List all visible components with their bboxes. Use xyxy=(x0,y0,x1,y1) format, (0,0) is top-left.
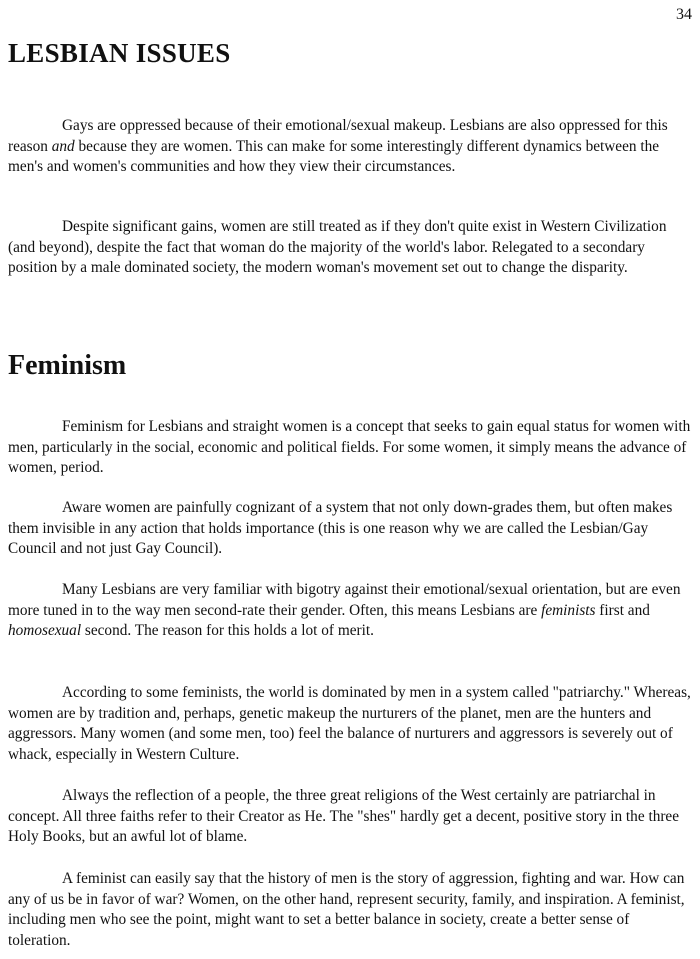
paragraph xyxy=(8,580,692,642)
paragraph xyxy=(8,683,692,765)
paragraph-text: Always the reflection of a people, the three great religions of the West certainly are patriarchal in concept. All three faiths refer to their Creator as He. The "shes" hardly get a decent, positive story in the three Holy Books, but an awful lot of blame. xyxy=(8,787,680,846)
paragraph xyxy=(8,116,692,178)
section-title-feminism: Feminism xyxy=(8,350,127,381)
paragraph-text: Despite significant gains, women are still treated as if they don't quite exist in Western Civilization (and beyond), despite the fact that woman do the majority of the world's labor. Relegated to a secondary position by a male dominated society, the modern woman's movement set out to change the disparity. xyxy=(8,218,667,277)
paragraph xyxy=(8,869,692,951)
paragraph-text-italic: homosexual xyxy=(8,622,82,640)
paragraph-text: Many Lesbians are very familiar with bigotry against their emotional/sexual orientation, but are even more tuned in to the way men second-rate their gender. Often, this means Lesbians are xyxy=(8,581,681,619)
paragraph-text: Gays are oppressed because of their emotional/sexual makeup. Lesbians are also oppressed for this reason xyxy=(8,117,668,155)
paragraph-text: According to some feminists, the world is dominated by men in a system called "patriarchy." Whereas, women are by tradition and, perhaps, genetic makeup the nurturers of the planet, men are the hunters and aggressors. Many women (and some men, too) feel the balance of nurturers and aggressors is severely out of whack, especially in Western Culture. xyxy=(8,684,691,763)
paragraph-text: second. The reason for this holds a lot of merit. xyxy=(81,622,374,640)
paragraph xyxy=(8,417,692,479)
paragraph-text-italic: feminists xyxy=(541,601,596,619)
section-title-lesbian-issues: LESBIAN ISSUES xyxy=(8,38,231,68)
paragraph-text: A feminist can easily say that the history of men is the story of aggression, fighting and war. How can any of us be in favor of war? Women, on the other hand, represent security, family, and inspiration. A feminist, including men who see the point, might want to set a better balance in society, create a better sense of toleration. xyxy=(8,870,685,949)
paragraph xyxy=(8,498,692,560)
paragraph-text: Feminism for Lesbians and straight women is a concept that seeks to gain equal status for women with men, particularly in the social, economic and political fields. For some women, it simply means the advance of women, period. xyxy=(8,418,691,477)
page-number: 34 xyxy=(676,6,692,23)
paragraph xyxy=(8,786,692,848)
paragraph-text-italic: and xyxy=(51,137,75,155)
paragraph-text: first and xyxy=(595,601,650,619)
paragraph xyxy=(8,217,692,279)
paragraph-text: Aware women are painfully cognizant of a system that not only down-grades them, but often makes them invisible in any action that holds importance (this is one reason why we are called the Lesbian/Gay Council and not just Gay Council). xyxy=(8,499,673,558)
paragraph-text: because they are women. This can make for some interestingly different dynamics between the men's and women's communities and how they view their circumstances. xyxy=(8,137,660,176)
